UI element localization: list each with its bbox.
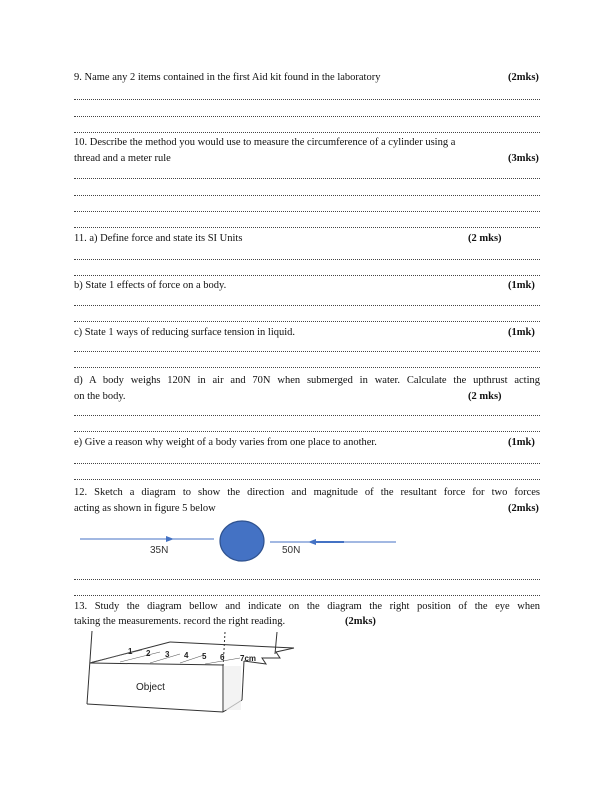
q12-text-1: 12. Sketch a diagram to show the direction and magnitude of the resultant force for two forces — [74, 487, 540, 498]
q11a-text: 11. a) Define force and state its SI Units — [74, 233, 243, 244]
scale-label: 2 — [146, 649, 151, 658]
q13-marks: (2mks) — [345, 616, 376, 627]
arrow-left-icon — [308, 539, 316, 545]
q11d-text-2: on the body. — [74, 391, 126, 402]
answer-line — [74, 116, 540, 117]
q10-marks: (3mks) — [508, 153, 539, 164]
q10-text-2: thread and a meter rule — [74, 153, 171, 164]
q13-text-1: 13. Study the diagram bellow and indicate on the diagram the right position of the eye when — [74, 601, 540, 612]
ruler-object-diagram — [80, 628, 320, 718]
q11e-text: e) Give a reason why weight of a body varies from one place to another. — [74, 437, 377, 448]
scale-label: 7cm — [240, 654, 257, 663]
arrow-right-icon — [166, 536, 174, 542]
answer-line — [74, 195, 540, 196]
answer-line — [74, 479, 540, 480]
q11c-text: c) State 1 ways of reducing surface tension in liquid. — [74, 327, 296, 338]
scale-label: 6 — [220, 653, 225, 662]
q12-text-2: acting as shown in figure 5 below — [74, 503, 216, 514]
q11b-marks: (1mk) — [508, 280, 535, 291]
answer-line — [74, 351, 540, 352]
object-label: Object — [136, 682, 165, 693]
answer-line — [74, 305, 540, 306]
answer-line — [74, 227, 540, 228]
answer-line — [74, 259, 540, 260]
answer-line — [74, 367, 540, 368]
scale-label: 3 — [165, 650, 170, 659]
answer-line — [74, 463, 540, 464]
q11e-marks: (1mk) — [508, 437, 535, 448]
q11c-marks: (1mk) — [508, 327, 535, 338]
q11d-marks: (2 mks) — [468, 391, 502, 402]
force-left-label: 35N — [150, 545, 169, 556]
q10-text-1: 10. Describe the method you would use to measure the circumference of a cylinder using a — [74, 137, 456, 148]
answer-line — [74, 178, 540, 179]
q11a-marks: (2 mks) — [468, 233, 502, 244]
q12-marks: (2mks) — [508, 503, 539, 514]
q9-marks: (2mks) — [508, 72, 539, 83]
q13-text-2: taking the measurements. record the right reading. — [74, 616, 286, 627]
q11b-text: b) State 1 effects of force on a body. — [74, 280, 227, 291]
answer-line — [74, 99, 540, 100]
answer-line — [74, 595, 540, 596]
scale-label: 4 — [184, 651, 189, 660]
q11d-text-1: d) A body weighs 120N in air and 70N when submerged in water. Calculate the upthrust acting — [74, 375, 540, 386]
answer-line — [74, 132, 540, 133]
answer-line — [74, 431, 540, 432]
scale-label: 1 — [128, 647, 133, 656]
q9-text: 9. Name any 2 items contained in the first Aid kit found in the laboratory — [74, 72, 381, 83]
answer-line — [74, 321, 540, 322]
figure-5-forces — [74, 518, 414, 568]
body-circle — [220, 521, 264, 561]
answer-line — [74, 415, 540, 416]
answer-line — [74, 579, 540, 580]
force-right-label: 50N — [282, 545, 301, 556]
scale-label: 5 — [202, 652, 207, 661]
answer-line — [74, 275, 540, 276]
answer-line — [74, 211, 540, 212]
